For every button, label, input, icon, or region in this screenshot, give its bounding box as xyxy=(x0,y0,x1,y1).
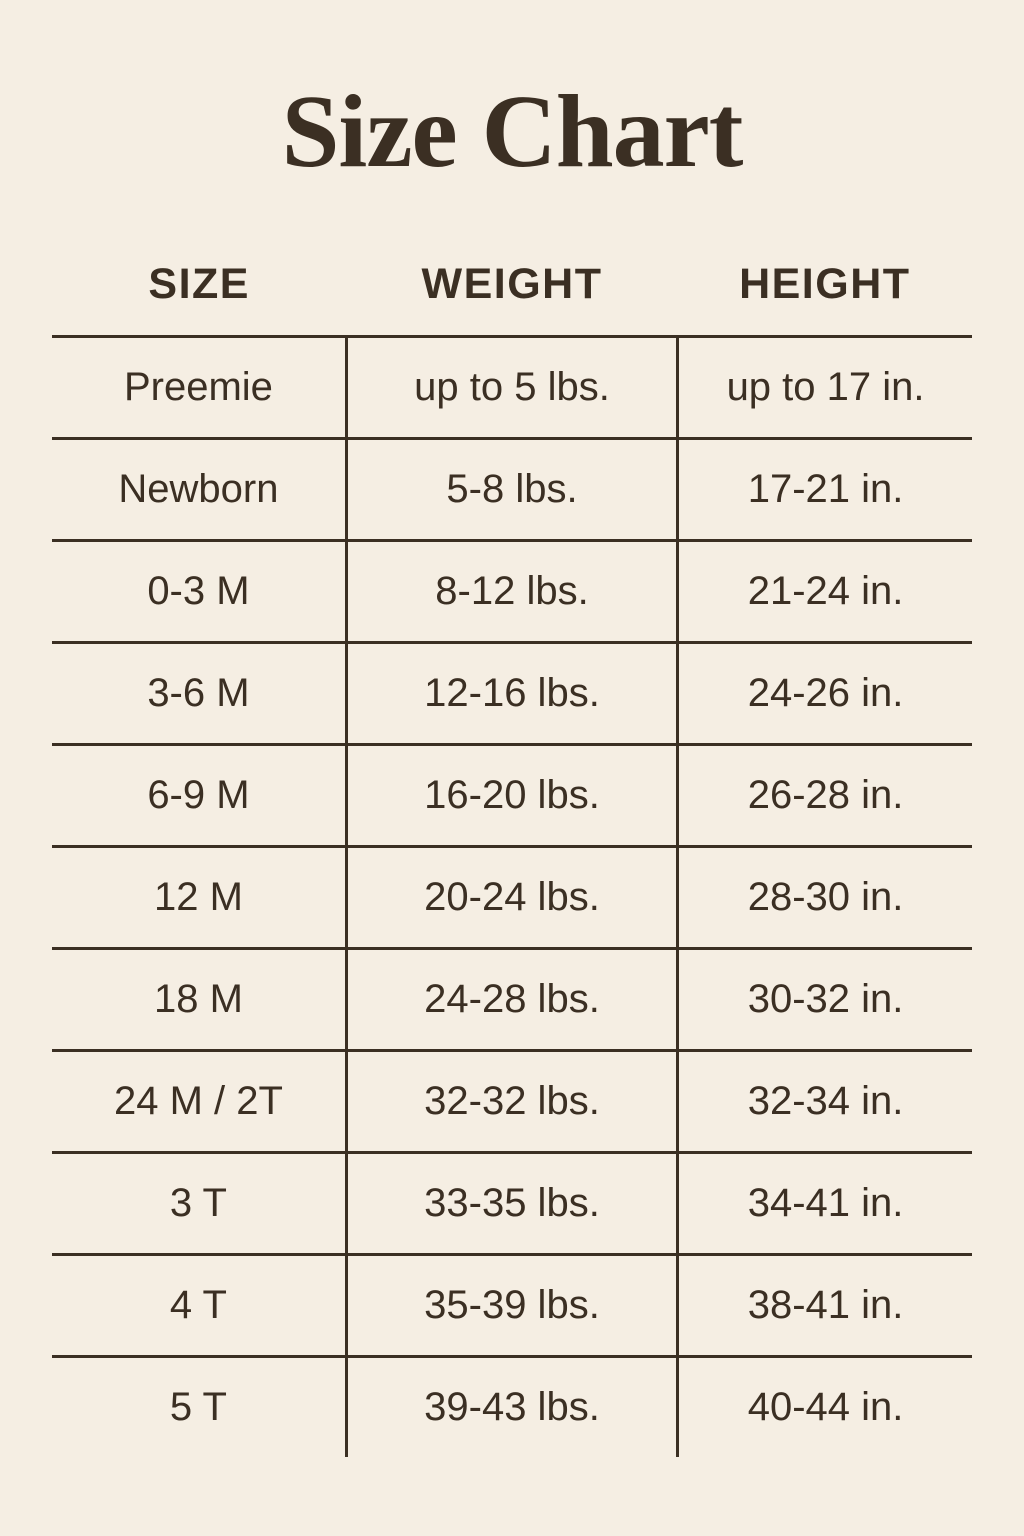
cell-height: 32-34 in. xyxy=(678,1050,972,1152)
table-row xyxy=(52,1356,972,1457)
cell-weight: 24-28 lbs. xyxy=(346,948,677,1050)
cell-height: 34-41 in. xyxy=(678,1152,972,1254)
cell-size: 4 T xyxy=(52,1254,346,1356)
cell-size: 12 M xyxy=(52,846,346,948)
table-row xyxy=(52,642,972,744)
table-body xyxy=(52,336,972,1457)
table-row xyxy=(52,846,972,948)
cell-height: 38-41 in. xyxy=(678,1254,972,1356)
cell-weight: 39-43 lbs. xyxy=(346,1356,677,1457)
cell-weight: 5-8 lbs. xyxy=(346,438,677,540)
cell-weight: 8-12 lbs. xyxy=(346,540,677,642)
table-row xyxy=(52,1152,972,1254)
cell-size: 3-6 M xyxy=(52,642,346,744)
cell-height: 28-30 in. xyxy=(678,846,972,948)
cell-weight: up to 5 lbs. xyxy=(346,336,677,438)
cell-size: Preemie xyxy=(52,336,346,438)
column-header-height: HEIGHT xyxy=(739,259,911,308)
cell-weight: 12-16 lbs. xyxy=(346,642,677,744)
cell-size: 0-3 M xyxy=(52,540,346,642)
cell-height: 40-44 in. xyxy=(747,1384,904,1429)
cell-size: 18 M xyxy=(52,948,346,1050)
column-header-weight: WEIGHT xyxy=(421,259,603,308)
cell-weight: 32-32 lbs. xyxy=(346,1050,677,1152)
size-table-wrapper xyxy=(52,254,972,1457)
table-row xyxy=(52,948,972,1050)
cell-height: up to 17 in. xyxy=(678,336,972,438)
table-row xyxy=(52,438,972,540)
table-row xyxy=(52,336,972,438)
table-header xyxy=(52,254,972,337)
table-row xyxy=(52,540,972,642)
cell-height: 24-26 in. xyxy=(678,642,972,744)
cell-size: 24 M / 2T xyxy=(52,1050,346,1152)
page-title: Size Chart xyxy=(281,74,743,189)
cell-height: 17-21 in. xyxy=(678,438,972,540)
cell-weight: 20-24 lbs. xyxy=(346,846,677,948)
cell-weight: 35-39 lbs. xyxy=(346,1254,677,1356)
table-row xyxy=(52,1050,972,1152)
table-header-row xyxy=(52,254,972,337)
cell-size: 3 T xyxy=(52,1152,346,1254)
cell-height: 30-32 in. xyxy=(678,948,972,1050)
cell-weight: 16-20 lbs. xyxy=(346,744,677,846)
cell-size: 6-9 M xyxy=(52,744,346,846)
cell-size: Newborn xyxy=(52,438,346,540)
size-chart-table xyxy=(52,254,972,1457)
column-header-size: SIZE xyxy=(148,259,250,308)
cell-weight: 33-35 lbs. xyxy=(346,1152,677,1254)
table-row xyxy=(52,744,972,846)
cell-size: 5 T xyxy=(52,1356,346,1457)
cell-height: 26-28 in. xyxy=(678,744,972,846)
cell-height: 21-24 in. xyxy=(678,540,972,642)
table-row xyxy=(52,1254,972,1356)
